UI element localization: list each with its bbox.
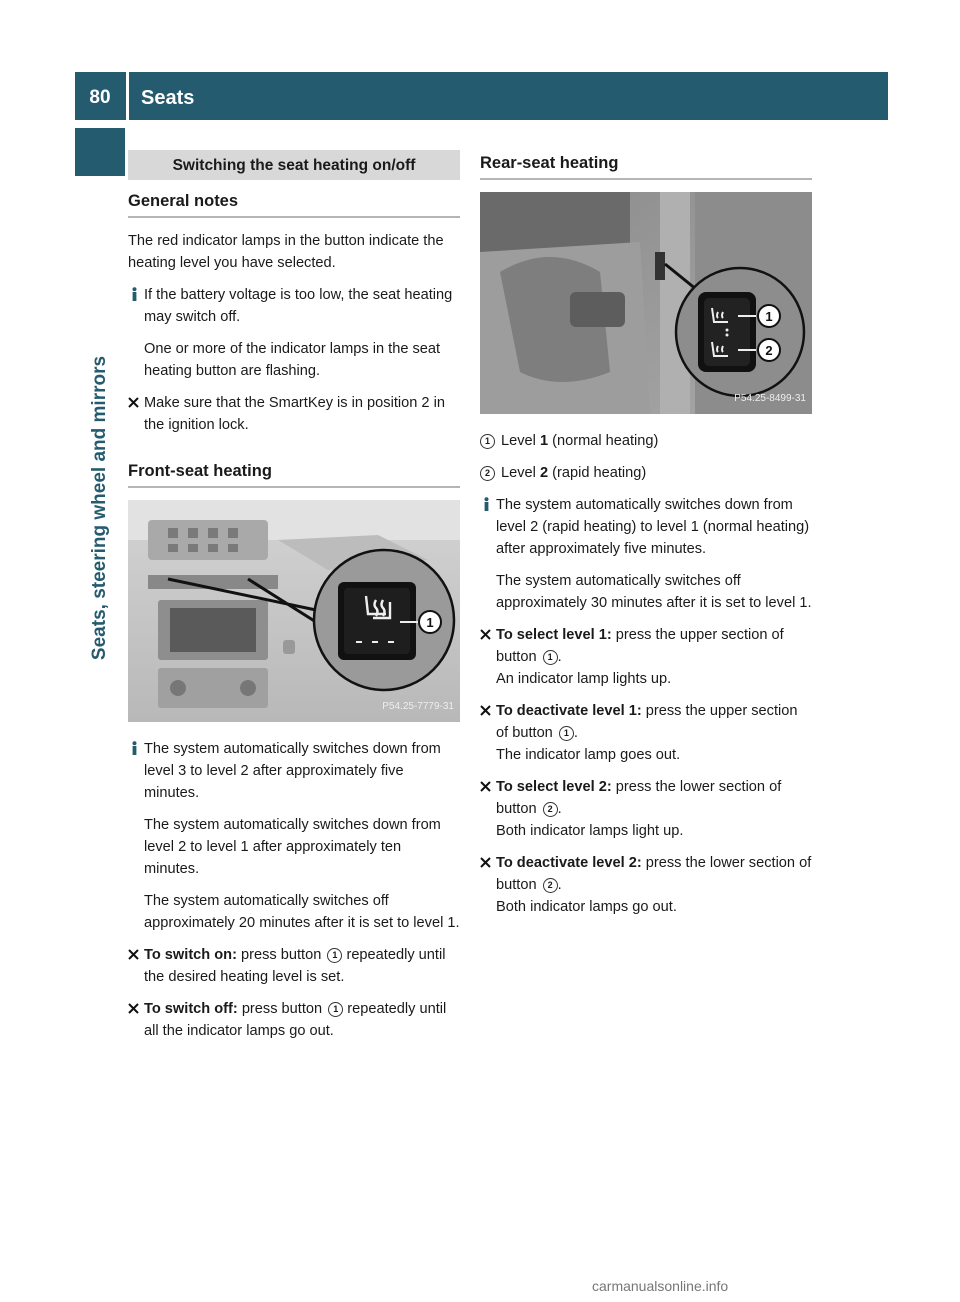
arrow-bullet-icon bbox=[128, 397, 139, 408]
step-label: To select level 1: bbox=[496, 627, 612, 643]
arrow-bullet-icon bbox=[128, 1003, 139, 1014]
page-number: 80 bbox=[89, 87, 111, 108]
step-select-level-2: To select level 2: press the lower section of button 2 . Both indicator lamps light up. bbox=[480, 776, 812, 842]
callout-1: 1 bbox=[765, 309, 773, 324]
step-smartkey bbox=[128, 392, 460, 436]
info-note-front bbox=[128, 738, 460, 934]
info-text: The system automatically switches down from level 2 to level 1 after approximately ten minutes. bbox=[144, 817, 441, 877]
legend-item-1: 1 Level 1 (normal heating) bbox=[480, 430, 812, 452]
rear-seat-figure bbox=[480, 192, 812, 414]
info-icon bbox=[128, 741, 141, 755]
step-label: To deactivate level 2: bbox=[496, 855, 642, 871]
info-icon bbox=[128, 287, 141, 301]
front-dashboard-illustration bbox=[128, 500, 460, 722]
section-title: Switching the seat heating on/off bbox=[128, 150, 460, 180]
arrow-bullet-icon bbox=[480, 629, 491, 640]
callout-1: 1 bbox=[327, 948, 342, 963]
page-title: Seats bbox=[141, 87, 195, 109]
callout-1: 1 bbox=[543, 650, 558, 665]
step-switch-off bbox=[128, 998, 460, 1042]
right-column bbox=[480, 150, 812, 928]
step-result: Both indicator lamps light up. bbox=[496, 823, 684, 839]
info-text: The system automatically switches off approximately 20 minutes after it is set to level 1. bbox=[144, 893, 460, 931]
figure-code: P54.25-8499-31 bbox=[734, 393, 806, 404]
arrow-bullet-icon bbox=[480, 781, 491, 792]
step-label: To select level 2: bbox=[496, 779, 612, 795]
legend-item-2: 2 Level 2 (rapid heating) bbox=[480, 462, 812, 484]
info-text: The system automatically switches down from level 2 (rapid heating) to level 1 (normal heating) after approximately five minutes. bbox=[496, 497, 810, 557]
callout-2: 2 bbox=[480, 466, 495, 481]
callout-1: 1 bbox=[328, 1002, 343, 1017]
page-header bbox=[75, 72, 888, 120]
header-divider bbox=[126, 72, 129, 120]
info-note-battery bbox=[128, 284, 460, 382]
callout-2: 2 bbox=[765, 343, 773, 358]
rear-seat-heading: Rear-seat heating bbox=[480, 150, 812, 180]
info-text: If the battery voltage is too low, the seat heating may switch off. bbox=[144, 287, 453, 325]
step-select-level-1: To select level 1: press the upper section of button 1 . An indicator lamp lights up. bbox=[480, 624, 812, 690]
callout-1: 1 bbox=[426, 615, 434, 630]
step-label: To switch on: bbox=[144, 947, 237, 963]
callout-2: 2 bbox=[543, 878, 558, 893]
info-text: One or more of the indicator lamps in the seat heating button are flashing. bbox=[144, 341, 441, 379]
step-text: repeatedly until all the indicator lamps go out. bbox=[144, 1001, 447, 1039]
figure-code: P54.25-7779-31 bbox=[382, 701, 454, 712]
rear-door-illustration bbox=[480, 192, 812, 414]
step-text: repeatedly until the desired heating level is set. bbox=[144, 947, 446, 985]
arrow-bullet-icon bbox=[128, 949, 139, 960]
info-icon bbox=[480, 497, 493, 511]
callout-1: 1 bbox=[480, 434, 495, 449]
chapter-title: Seats, steering wheel and mirrors bbox=[89, 355, 110, 661]
step-label: To deactivate level 1: bbox=[496, 703, 642, 719]
callout-2: 2 bbox=[543, 802, 558, 817]
step-result: An indicator lamp lights up. bbox=[496, 671, 672, 687]
info-text: The system automatically switches off approximately 30 minutes after it is set to level 1. bbox=[496, 573, 812, 611]
left-column bbox=[128, 150, 460, 1052]
front-seat-heading: Front-seat heating bbox=[128, 450, 460, 488]
step-text: press button bbox=[237, 1001, 327, 1017]
step-text: Make sure that the SmartKey is in position 2 in the ignition lock. bbox=[144, 395, 445, 433]
info-text: The system automatically switches down from level 3 to level 2 after approximately five minutes. bbox=[144, 741, 441, 801]
step-deactivate-level-2: To deactivate level 2: press the lower section of button 2 . Both indicator lamps go out. bbox=[480, 852, 812, 918]
step-result: The indicator lamp goes out. bbox=[496, 747, 681, 763]
chapter-side-tab bbox=[75, 128, 125, 768]
step-deactivate-level-1: To deactivate level 1: press the upper section of button 1 . The indicator lamp goes out. bbox=[480, 700, 812, 766]
step-label: To switch off: bbox=[144, 1001, 238, 1017]
general-notes-heading: General notes bbox=[128, 180, 460, 218]
arrow-bullet-icon bbox=[480, 857, 491, 868]
general-intro: The red indicator lamps in the button indicate the heating level you have selected. bbox=[128, 233, 444, 271]
watermark: carmanualsonline.info bbox=[592, 1278, 729, 1294]
step-text: press button bbox=[236, 947, 326, 963]
step-result: Both indicator lamps go out. bbox=[496, 899, 677, 915]
info-note-rear bbox=[480, 494, 812, 614]
callout-1: 1 bbox=[559, 726, 574, 741]
arrow-bullet-icon bbox=[480, 705, 491, 716]
front-seat-figure bbox=[128, 500, 460, 722]
step-switch-on bbox=[128, 944, 460, 988]
